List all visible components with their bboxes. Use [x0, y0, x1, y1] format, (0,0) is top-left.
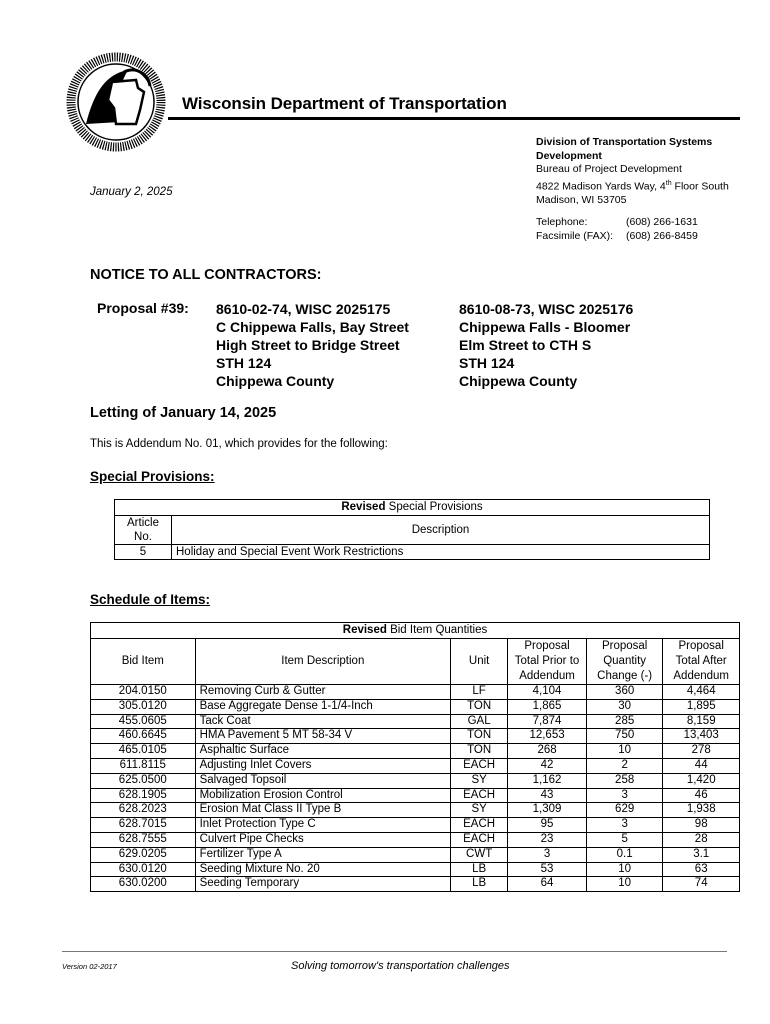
col-total-after: Proposal Total After Addendum [663, 639, 740, 685]
total-after-cell: 1,420 [663, 773, 740, 788]
total-prior-cell: 1,309 [508, 803, 587, 818]
bid-item-cell: 628.1905 [91, 788, 196, 803]
quantity-change-cell: 10 [586, 877, 663, 892]
col-unit: Unit [451, 639, 508, 685]
quantity-change-cell: 2 [586, 758, 663, 773]
notice-title: NOTICE TO ALL CONTRACTORS: [90, 267, 322, 283]
item-description-cell: Erosion Mat Class II Type B [195, 803, 451, 818]
total-prior-cell: 4,104 [508, 685, 587, 700]
quantity-change-cell: 750 [586, 729, 663, 744]
sp-col-article: Article No. [115, 516, 172, 545]
bid-item-cell: 625.0500 [91, 773, 196, 788]
quantity-change-cell: 285 [586, 714, 663, 729]
address-line-2: Madison, WI 53705 [536, 193, 627, 206]
proposal-project-1: 8610-02-74, WISC 2025175 C Chippewa Falls, Bay Street High Street to Bridge Street STH 124 Chippewa County [216, 301, 409, 389]
bid-item-cell: 628.7015 [91, 818, 196, 833]
total-after-cell: 13,403 [663, 729, 740, 744]
address-line-1: 4822 Madison Yards Way, 4th Floor South [536, 179, 729, 192]
sp-col-description: Description [172, 516, 710, 545]
fax-line: Facsimile (FAX): (608) 266-8459 [536, 229, 698, 242]
total-after-cell: 28 [663, 832, 740, 847]
item-description-cell: HMA Pavement 5 MT 58-34 V [195, 729, 451, 744]
unit-cell: EACH [451, 818, 508, 833]
total-prior-cell: 42 [508, 758, 587, 773]
bid-item-cell: 629.0205 [91, 847, 196, 862]
item-description-cell: Tack Coat [195, 714, 451, 729]
total-after-cell: 44 [663, 758, 740, 773]
item-description-cell: Salvaged Topsoil [195, 773, 451, 788]
bid-item-cell: 465.0105 [91, 744, 196, 759]
quantity-change-cell: 258 [586, 773, 663, 788]
telephone-line: Telephone: (608) 266-1631 [536, 216, 698, 228]
total-prior-cell: 53 [508, 862, 587, 877]
unit-cell: TON [451, 699, 508, 714]
table-row [91, 714, 740, 729]
quantity-change-cell: 360 [586, 685, 663, 700]
bid-item-cell: 305.0120 [91, 699, 196, 714]
quantity-change-cell: 629 [586, 803, 663, 818]
total-after-cell: 63 [663, 862, 740, 877]
bid-item-cell: 204.0150 [91, 685, 196, 700]
unit-cell: EACH [451, 758, 508, 773]
total-prior-cell: 95 [508, 818, 587, 833]
proposal-label: Proposal #39: [97, 300, 189, 316]
division-name-line-1: Division of Transportation Systems [536, 136, 713, 148]
quantity-change-cell: 10 [586, 744, 663, 759]
item-description-cell: Seeding Temporary [195, 877, 451, 892]
sp-table-caption: Revised Special Provisions [115, 500, 710, 516]
total-prior-cell: 268 [508, 744, 587, 759]
unit-cell: CWT [451, 847, 508, 862]
total-after-cell: 1,938 [663, 803, 740, 818]
unit-cell: LB [451, 877, 508, 892]
table-row [91, 758, 740, 773]
bid-item-quantities-table [90, 622, 740, 892]
table-row: 5 Holiday and Special Event Work Restrictions [115, 545, 710, 560]
total-prior-cell: 1,162 [508, 773, 587, 788]
table-row [91, 803, 740, 818]
item-description-cell: Inlet Protection Type C [195, 818, 451, 833]
item-description-cell: Mobilization Erosion Control [195, 788, 451, 803]
unit-cell: GAL [451, 714, 508, 729]
schedule-of-items-heading: Schedule of Items: [90, 592, 211, 607]
proposal-project-2: 8610-08-73, WISC 2025176 Chippewa Falls - Bloomer Elm Street to CTH S STH 124 Chippewa County [459, 301, 634, 389]
total-prior-cell: 23 [508, 832, 587, 847]
item-description-cell: Base Aggregate Dense 1-1/4-Inch [195, 699, 451, 714]
quantity-change-cell: 10 [586, 862, 663, 877]
unit-cell: LB [451, 862, 508, 877]
unit-cell: EACH [451, 832, 508, 847]
total-after-cell: 278 [663, 744, 740, 759]
footer-tagline: Solving tomorrow's transportation challenges [291, 960, 510, 972]
header-rule [168, 117, 740, 120]
footer-version: Version 02-2017 [62, 962, 117, 971]
bid-item-cell: 628.2023 [91, 803, 196, 818]
division-name-line-2: Development [536, 149, 602, 162]
table-row [91, 685, 740, 700]
table-row [91, 744, 740, 759]
quantity-change-cell: 3 [586, 818, 663, 833]
total-prior-cell: 1,865 [508, 699, 587, 714]
bid-item-cell: 455.0605 [91, 714, 196, 729]
unit-cell: SY [451, 773, 508, 788]
addendum-intro: This is Addendum No. 01, which provides for the following: [90, 438, 388, 450]
total-after-cell: 8,159 [663, 714, 740, 729]
total-prior-cell: 12,653 [508, 729, 587, 744]
quantity-change-cell: 3 [586, 788, 663, 803]
item-description-cell: Asphaltic Surface [195, 744, 451, 759]
department-name: Wisconsin Department of Transportation [182, 94, 507, 113]
wisdot-logo [66, 52, 166, 152]
letter-date: January 2, 2025 [90, 186, 173, 198]
unit-cell: EACH [451, 788, 508, 803]
total-after-cell: 98 [663, 818, 740, 833]
total-prior-cell: 43 [508, 788, 587, 803]
total-after-cell: 3.1 [663, 847, 740, 862]
contact-block [536, 216, 698, 243]
table-row [91, 788, 740, 803]
bid-item-cell: 630.0120 [91, 862, 196, 877]
total-prior-cell: 7,874 [508, 714, 587, 729]
total-after-cell: 4,464 [663, 685, 740, 700]
bid-item-cell: 611.8115 [91, 758, 196, 773]
unit-cell: TON [451, 729, 508, 744]
col-total-prior: Proposal Total Prior to Addendum [508, 639, 587, 685]
bid-item-cell: 628.7555 [91, 832, 196, 847]
table-row [91, 729, 740, 744]
col-bid-item: Bid Item [91, 639, 196, 685]
footer-rule [62, 951, 727, 952]
total-after-cell: 1,895 [663, 699, 740, 714]
total-after-cell: 46 [663, 788, 740, 803]
col-quantity-change: Proposal Quantity Change (-) [586, 639, 663, 685]
item-description-cell: Removing Curb & Gutter [195, 685, 451, 700]
wisdot-seal-icon [66, 52, 166, 152]
table-row [91, 847, 740, 862]
total-prior-cell: 3 [508, 847, 587, 862]
total-after-cell: 74 [663, 877, 740, 892]
bid-item-cell: 460.6645 [91, 729, 196, 744]
table-row [91, 699, 740, 714]
total-prior-cell: 64 [508, 877, 587, 892]
col-item-description: Item Description [195, 639, 451, 685]
letting-date: Letting of January 14, 2025 [90, 405, 277, 421]
table-row [91, 877, 740, 892]
bureau-name: Bureau of Project Development [536, 163, 682, 175]
special-provisions-heading: Special Provisions: [90, 469, 215, 484]
item-description-cell: Culvert Pipe Checks [195, 832, 451, 847]
unit-cell: SY [451, 803, 508, 818]
quantity-change-cell: 5 [586, 832, 663, 847]
table-row [91, 832, 740, 847]
bid-item-cell: 630.0200 [91, 877, 196, 892]
unit-cell: LF [451, 685, 508, 700]
table-row [91, 862, 740, 877]
unit-cell: TON [451, 744, 508, 759]
bid-table-caption: Revised Bid Item Quantities [91, 623, 740, 639]
division-address-block [536, 136, 766, 207]
table-row [91, 818, 740, 833]
item-description-cell: Adjusting Inlet Covers [195, 758, 451, 773]
quantity-change-cell: 0.1 [586, 847, 663, 862]
item-description-cell: Seeding Mixture No. 20 [195, 862, 451, 877]
table-row [91, 773, 740, 788]
quantity-change-cell: 30 [586, 699, 663, 714]
item-description-cell: Fertilizer Type A [195, 847, 451, 862]
special-provisions-table [114, 499, 710, 560]
